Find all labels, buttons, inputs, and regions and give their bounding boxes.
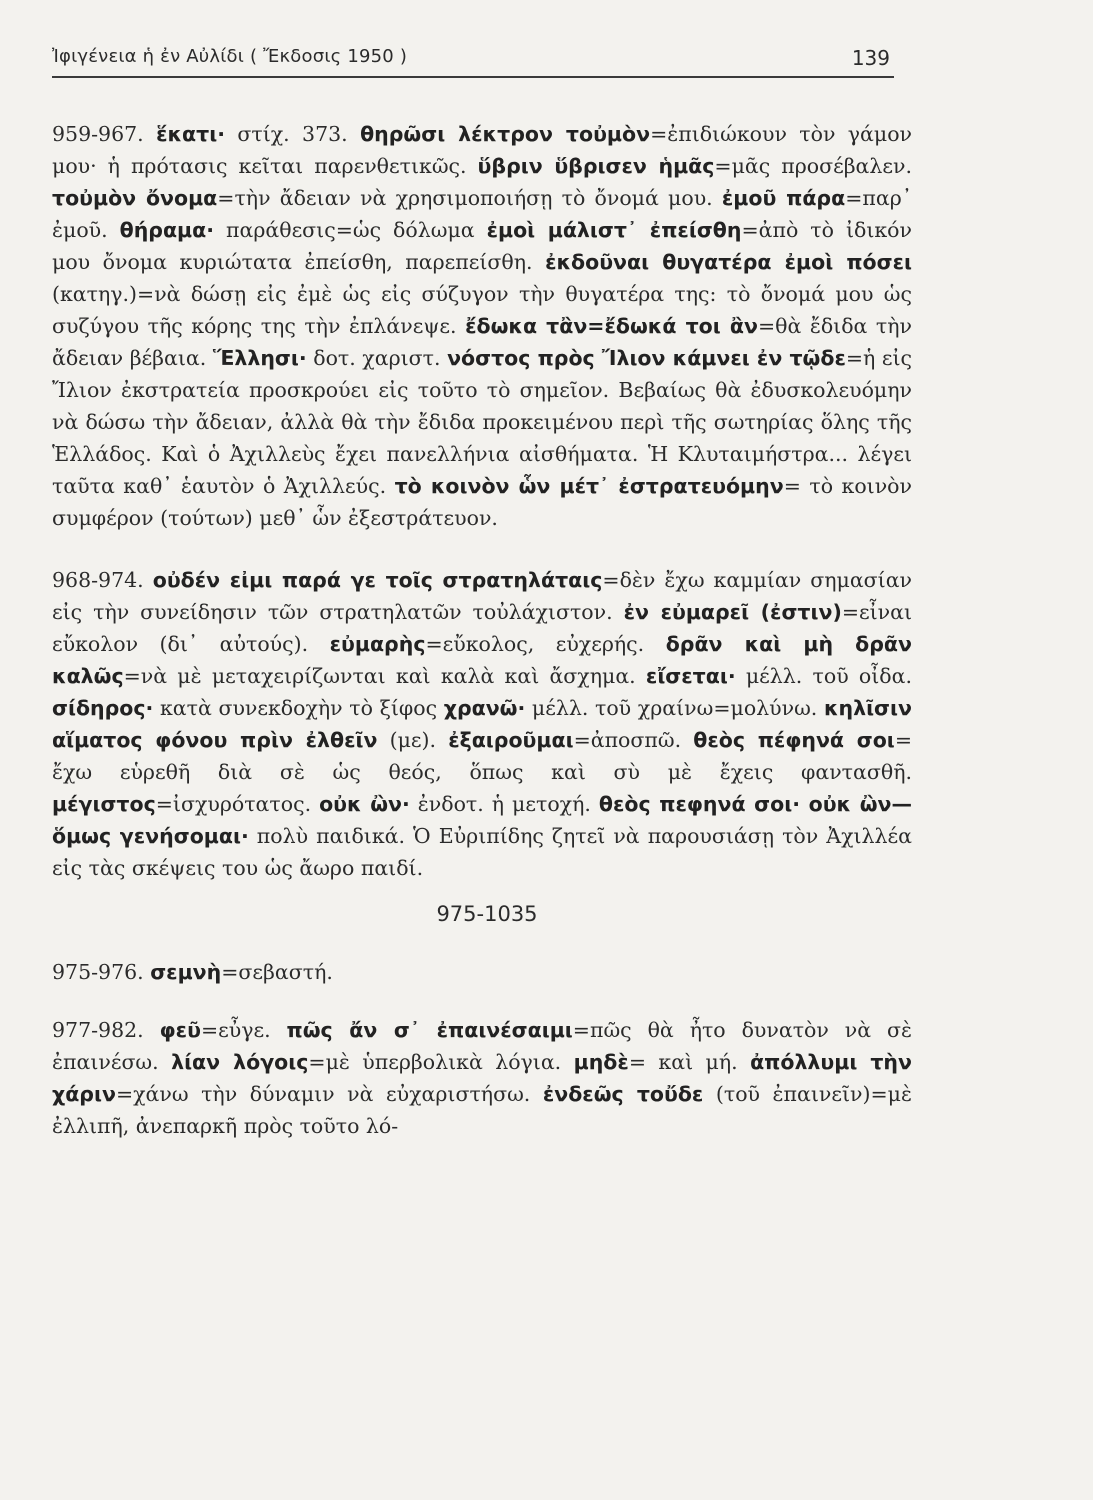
lemma-term: οὐκ ὢν· <box>319 792 410 816</box>
paragraph-975-976 <box>52 956 912 988</box>
lemma-term: εἴσεται· <box>645 664 736 688</box>
gloss-text: 977-982. <box>52 1018 160 1042</box>
gloss-text: =ἰσχυρότατος. <box>155 792 320 816</box>
gloss-text: 959-967. <box>52 122 157 146</box>
lemma-term: ἐμοὶ μάλιστ᾽ ἐπείσθη <box>486 218 742 242</box>
gloss-text: =ἐπιδιώκουν τὸν γάμον μου· ἡ πρότασις κεῖται παρενθετικῶς. <box>52 122 913 178</box>
lemma-term: θηρῶσι λέκτρον τοὐμὸν <box>360 122 651 146</box>
running-title: Ἰφιγένεια ἡ ἐν Αὐλίδι ( Ἔκδοσις 1950 ) <box>52 46 408 67</box>
gloss-text: =ἀποσπῶ. <box>573 728 694 752</box>
lemma-term: ἐξαιροῦμαι <box>448 728 574 752</box>
gloss-text: μέλλ. τοῦ οἶδα. <box>735 664 912 688</box>
gloss-text: πολὺ παιδικά. Ὁ Εὐριπίδης ζητεῖ νὰ παρουσιάσῃ τὸν Ἀχιλλέα εἰς τὰς σκέψεις του ὡς ἄωρο παιδί. <box>52 824 912 880</box>
gloss-text: στίχ. 373. <box>225 122 361 146</box>
lemma-term: μηδὲ <box>573 1050 629 1074</box>
gloss-text: ἐνδοτ. ἡ μετοχή. <box>409 792 599 816</box>
gloss-text: =εὔκολος, εὐχερής. <box>425 632 666 656</box>
gloss-text: =εὖγε. <box>200 1018 287 1042</box>
gloss-text: = τὸ κοινὸν συμφέρον (τούτων) μεθ᾽ ὧν ἐξεστράτευον. <box>52 474 912 530</box>
gloss-text: =παρ᾽ ἐμοῦ. <box>52 186 912 242</box>
gloss-text: =ἡ εἰς Ἴλιον ἐκστρατεία προσκρούει εἰς τοῦτο τὸ σημεῖον. Βεβαίως θὰ ἐδυσκολευόμην νὰ δώσω τὴν ἄδειαν, ἀλλὰ θὰ τὴν ἔδιδα προκειμένου περὶ τῆς σωτηρίας ὅλης τῆς Ἑλλάδος. Καὶ ὁ Ἀχιλλεὺς ἔχει πανελλήνια αἰσθήματα. Ἡ Κλυταιμήστρα... λέγει ταῦτα καθ᾽ ἑαυτὸν ὁ Ἀχιλλεύς. <box>52 346 913 498</box>
gloss-text: =χάνω τὴν δύναμιν νὰ εὐχαριστήσω. <box>115 1082 543 1106</box>
gloss-text: =δὲν ἔχω καμμίαν σημασίαν εἰς τὴν συνείδησιν τῶν στρατηλατῶν τοὐλάχιστον. <box>52 568 912 624</box>
gloss-text: =πῶς θὰ ἦτο δυνατὸν νὰ σὲ ἐπαινέσω. <box>52 1018 912 1074</box>
paragraph-977-982 <box>52 1014 912 1142</box>
lemma-term: ἐνδεῶς τοὔδε <box>542 1082 704 1106</box>
lemma-term: σεμνὴ <box>150 960 222 984</box>
paragraph-968-974 <box>52 564 912 884</box>
lemma-term: πῶς ἄν σ᾽ ἐπαινέσαιμι <box>286 1018 573 1042</box>
lemma-term: νόστος πρὸς Ἴλιον κάμνει ἐν τῷδε <box>447 346 846 370</box>
paragraph-959-967 <box>52 118 912 534</box>
page-number: 139 <box>851 46 890 70</box>
gloss-text: =μὲ ὑπερβολικὰ λόγια. <box>308 1050 574 1074</box>
gloss-text: =τὴν ἄδειαν νὰ χρησιμοποιήσῃ τὸ ὄνομά μου. <box>217 186 722 210</box>
lemma-term: οὐδέν εἰμι παρά γε τοῖς στρατηλάταις <box>152 568 603 592</box>
commentary-body <box>52 118 912 1142</box>
lemma-term: ἔδωκα τἂν=ἔδωκά τοι ἂν <box>465 314 758 338</box>
lemma-term: ἐκδοῦναι θυγατέρα ἐμοὶ πόσει <box>545 250 912 274</box>
lemma-term: ἐμοῦ πάρα <box>721 186 846 210</box>
lemma-term: τοὐμὸν ὄνομα <box>52 186 218 210</box>
lemma-term: θεὸς πέφηνά σοι <box>693 728 895 752</box>
lemma-term: κηλῖσιν αἵματος φόνου πρὶν ἐλθεῖν <box>52 696 912 752</box>
lemma-term: ὕβριν ὕβρισεν ἡμᾶς <box>477 154 715 178</box>
gloss-text: (με). <box>377 728 449 752</box>
lemma-term: χρανῶ· <box>443 696 526 720</box>
gloss-text: παράθεσις=ὡς δόλωμα <box>214 218 487 242</box>
section-heading: 975-1035 <box>436 902 538 926</box>
lemma-term: τὸ κοινὸν ὧν μέτ᾽ ἐστρατευόμην <box>394 474 784 498</box>
gloss-text: =εἶναι εὔκολον (δι᾽ αὐτούς). <box>52 600 913 656</box>
lemma-term: ἀπόλλυμι τὴν χάριν <box>52 1050 912 1106</box>
gloss-text: (κατηγ.)=νὰ δώσῃ εἰς ἐμὲ ὡς εἰς σύζυγον τὴν θυγατέρα της: τὸ ὄνομά μου ὡς συζύγου τῆς κόρης της τὴν ἐπλάνεψε. <box>52 282 912 338</box>
running-header <box>52 44 894 78</box>
gloss-text: = ἔχω εὑρεθῆ διὰ σὲ ὡς θεός, ὅπως καὶ σὺ μὲ ἔχεις φαντασθῆ. <box>52 728 912 784</box>
gloss-text: 968-974. <box>52 568 153 592</box>
lemma-term: σίδηρος· <box>52 696 154 720</box>
lemma-term: ἐν εὐμαρεῖ (ἐστιν) <box>623 600 842 624</box>
gloss-text: 975-976. <box>52 960 151 984</box>
lemma-term: μέγιστος <box>52 792 156 816</box>
lemma-term: φεῦ <box>159 1018 201 1042</box>
gloss-text: = καὶ μή. <box>628 1050 751 1074</box>
gloss-text: =σεβαστή. <box>221 960 333 984</box>
gloss-text: (τοῦ ἐπαινεῖν)=μὲ ἐλλιπῆ, ἀνεπαρκῆ πρὸς τοῦτο λό- <box>52 1082 912 1138</box>
lemma-term: Ἕλλησι· <box>212 346 307 370</box>
gloss-text: =θὰ ἔδιδα τὴν ἄδειαν βέβαια. <box>52 314 912 370</box>
lemma-term: θεὸς πεφηνά σοι· οὐκ ὢν—ὅμως γενήσομαι· <box>52 792 913 848</box>
gloss-text: μέλλ. τοῦ χραίνω=μολύνω. <box>525 696 824 720</box>
lemma-term: λίαν λόγοις <box>171 1050 309 1074</box>
gloss-text: =νὰ μὲ μεταχειρίζωνται καὶ καλὰ καὶ ἄσχημα. <box>123 664 646 688</box>
lemma-term: εὐμαρὴς <box>329 632 426 656</box>
lemma-term: θήραμα· <box>119 218 215 242</box>
gloss-text: δοτ. χαριστ. <box>306 346 448 370</box>
lemma-term: δρᾶν καὶ μὴ δρᾶν καλῶς <box>52 632 912 688</box>
gloss-text: =ἀπὸ τὸ ἰδικόν μου ὄνομα κυριώτατα ἐπείσθη, παρεπείσθη. <box>52 218 912 274</box>
gloss-text: κατὰ συνεκδοχὴν τὸ ξίφος <box>153 696 444 720</box>
gloss-text: =μᾶς προσέβαλεν. <box>714 154 912 178</box>
lemma-term: ἕκατι· <box>156 122 225 146</box>
